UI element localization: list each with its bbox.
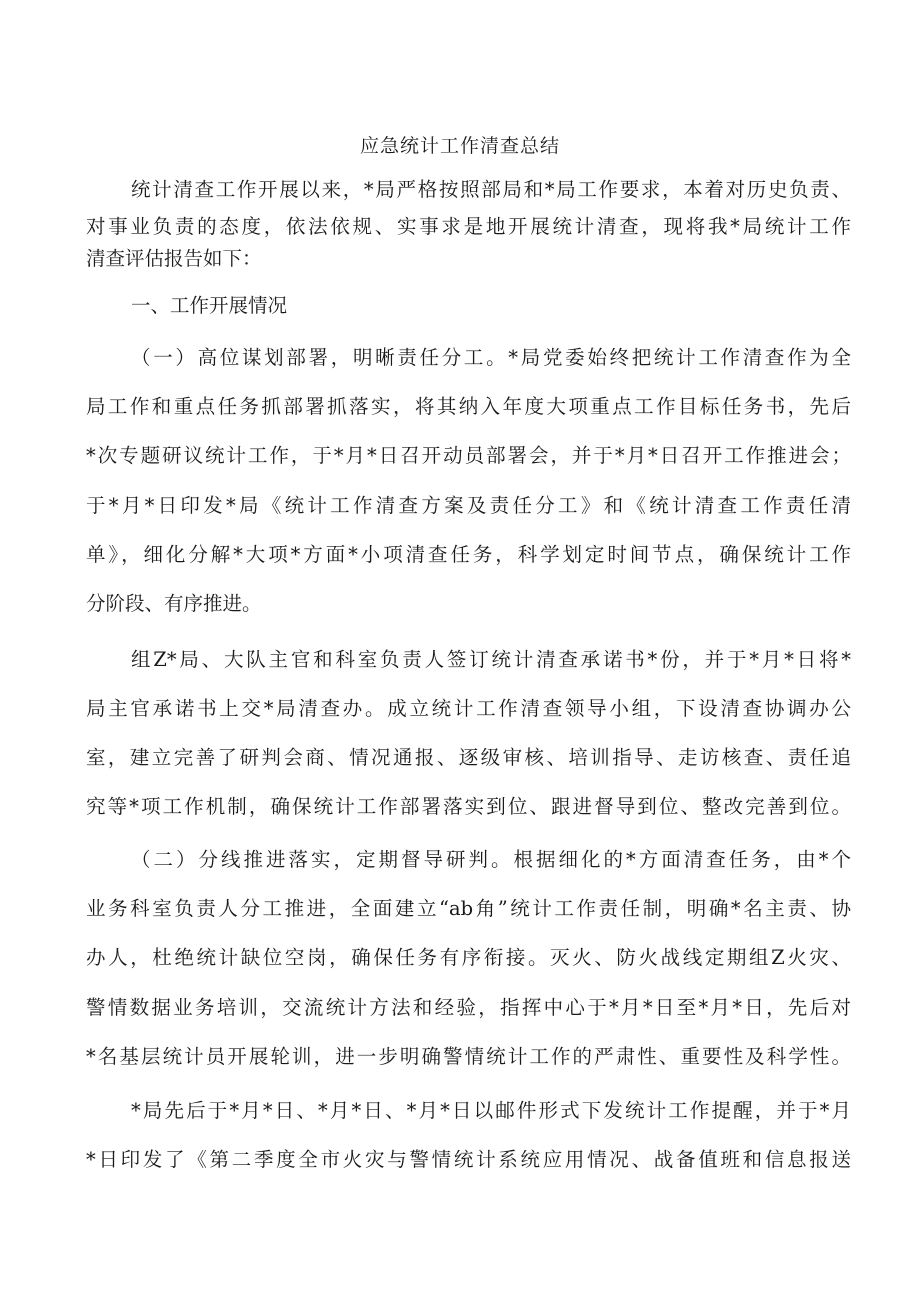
paragraph-line: *名基层统计员开展轮训，进一步明确警情统计工作的严肃性、重要性及科学性。 — [86, 1045, 851, 1068]
paragraph-line: （二）分线推进落实，定期督导研判。根据细化的*方面清查任务，由*个 — [131, 848, 851, 871]
paragraph-line: 局工作和重点任务抓部署抓落实，将其纳入年度大项重点工作目标任务书，先后 — [86, 395, 851, 418]
paragraph-line: 单》，细化分解*大项*方面*小项清查任务，科学划定时间节点，确保统计工作 — [86, 543, 851, 566]
paragraph-line: 组Z*局、大队主官和科室负责人签订统计清查承诺书*份，并于*月*日将* — [131, 648, 851, 671]
section-heading: 一、工作开展情况 — [131, 294, 288, 317]
paragraph-line: 局主官承诺书上交*局清查办。成立统计工作清查领导小组，下设清查协调办公 — [86, 697, 851, 720]
paragraph-line: 究等*项工作机制，确保统计工作部署落实到位、跟进督导到位、整改完善到位。 — [86, 795, 851, 818]
paragraph-line: 办人，杜绝统计缺位空岗，确保任务有序衔接。灭火、防火战线定期组Z火灾、 — [86, 946, 851, 969]
paragraph-line: 对事业负责的态度，依法依规、实事求是地开展统计清查，现将我*局统计工作 — [86, 215, 851, 238]
paragraph-line: （一）高位谋划部署，明晰责任分工。*局党委始终把统计工作清查作为全 — [131, 346, 851, 369]
paragraph-line: *日印发了《第二季度全市火灾与警情统计系统应用情况、战备值班和信息报送 — [86, 1148, 851, 1171]
paragraph-line: *局先后于*月*日、*月*日、*月*日以邮件形式下发统计工作提醒，并于*月 — [131, 1099, 851, 1122]
paragraph-line: 统计清查工作开展以来，*局严格按照部局和*局工作要求，本着对历史负责、 — [131, 178, 851, 201]
paragraph-line: 清查评估报告如下： — [86, 247, 262, 270]
document-title: 应急统计工作清查总结 — [359, 135, 560, 157]
paragraph-line: *次专题研议统计工作，于*月*日召开动员部署会，并于*月*日召开工作推进会； — [86, 444, 851, 467]
paragraph-line: 室，建立完善了研判会商、情况通报、逐级审核、培训指导、走访核查、责任追 — [86, 746, 851, 769]
paragraph-line: 警情数据业务培训，交流统计方法和经验，指挥中心于*月*日至*月*日，先后对 — [86, 996, 851, 1019]
paragraph-line: 于*月*日印发*局《统计工作清查方案及责任分工》和《统计清查工作责任清 — [86, 494, 851, 517]
paragraph-line: 分阶段、有序推进。 — [86, 592, 262, 615]
paragraph-line: 业务科室负责人分工推进，全面建立“ab角”统计工作责任制，明确*名主责、协 — [86, 897, 851, 920]
